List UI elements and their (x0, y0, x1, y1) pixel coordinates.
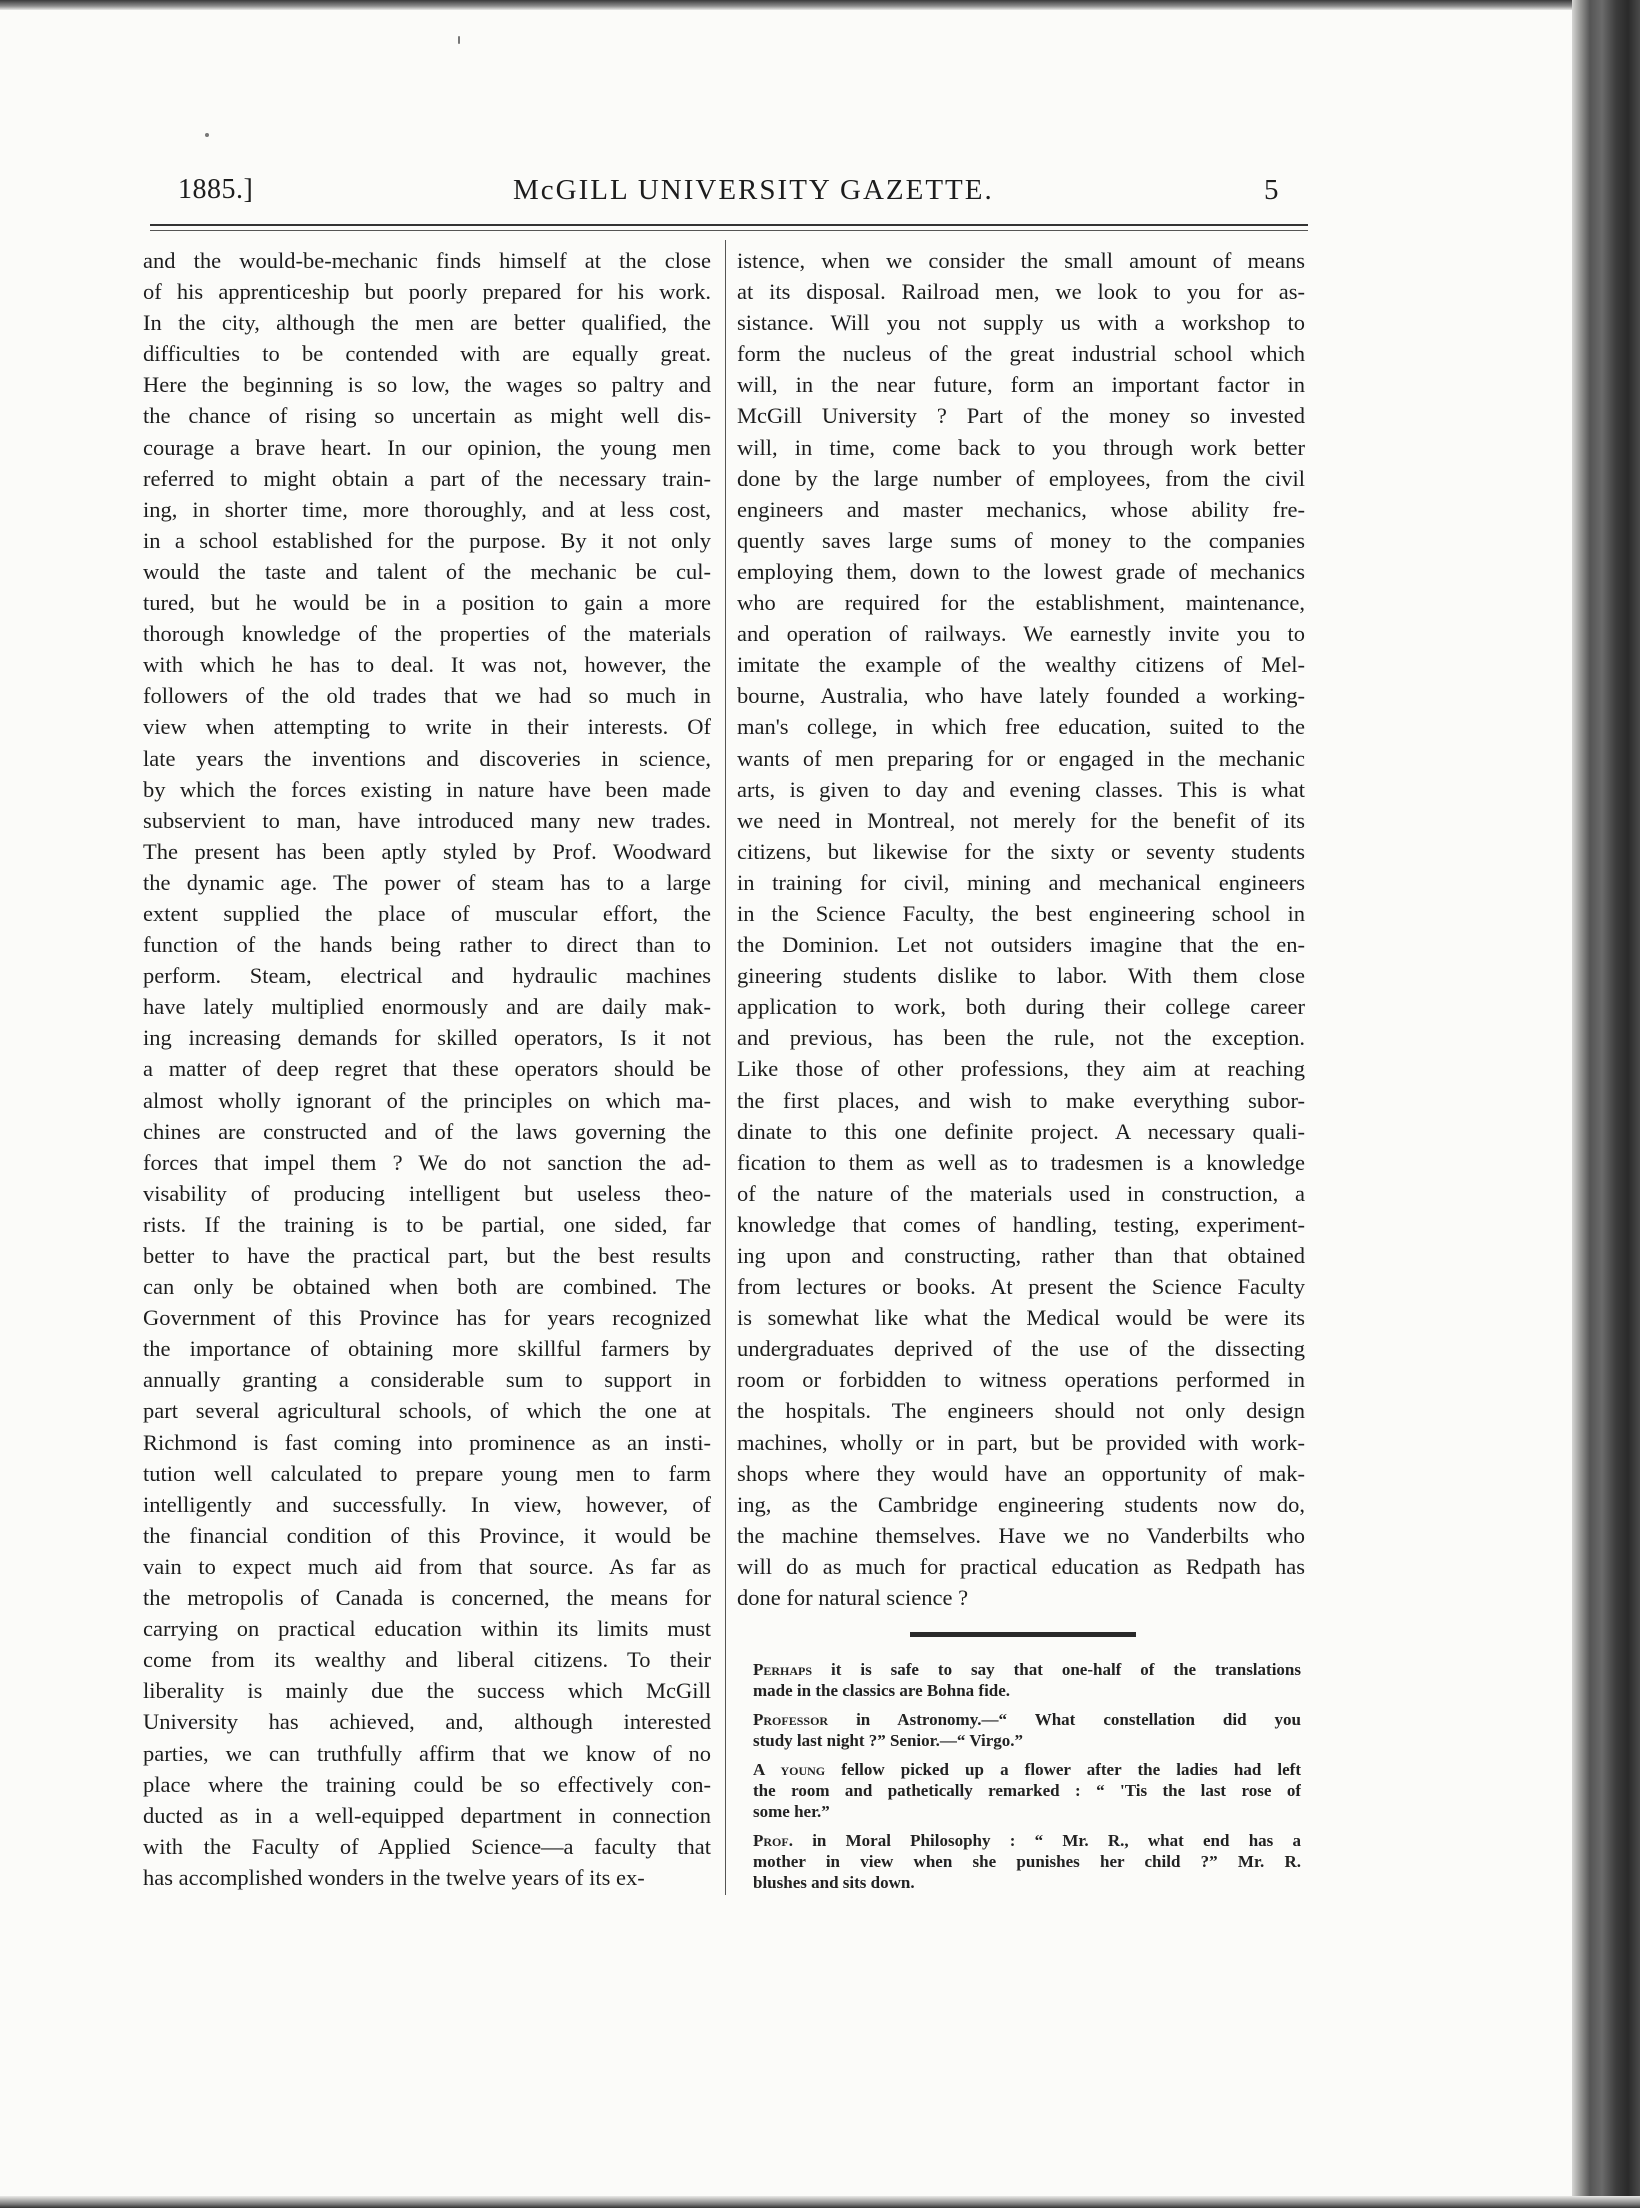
text-line: form the nucleus of the great industrial school which (737, 341, 1305, 367)
text-line: chines are constructed and of the laws governing the (143, 1118, 711, 1144)
text-line: Here the beginning is so low, the wages so paltry and (143, 372, 711, 398)
text-line: has accomplished wonders in the twelve years of its ex- (143, 1864, 645, 1890)
text-line: forces that impel them ? We do not sanction the ad- (143, 1149, 711, 1175)
note-text: the room and pathetically remarked : “ 'Tis the last rose of (753, 1781, 1301, 1800)
column-divider (725, 240, 726, 1895)
paper-speck (205, 133, 209, 137)
text-line: shops where they would have an opportunity of mak- (737, 1460, 1305, 1486)
text-line: the chance of rising so uncertain as might well dis- (143, 403, 711, 429)
text-line: vain to expect much aid from that source. As far as (143, 1553, 711, 1579)
text-line: better to have the practical part, but the best results (143, 1243, 711, 1268)
text-line: followers of the old trades that we had so much in (143, 683, 711, 709)
text-line: ing upon and constructing, rather than that obtained (737, 1243, 1305, 1268)
text-line: Like those of other professions, they aim at reaching (737, 1056, 1305, 1082)
note-text: blushes and sits down. (753, 1873, 915, 1892)
note-text: some her.” (753, 1802, 830, 1821)
text-line: will, in the near future, form an important factor in (737, 372, 1305, 398)
text-line: man's college, in which free education, suited to the (737, 714, 1305, 740)
text-line: who are required for the establishment, maintenance, (737, 590, 1305, 616)
note-line (753, 1872, 1301, 1893)
text-line: tured, but he would be in a position to gain a more (143, 590, 711, 616)
text-line: engineers and master mechanics, whose ability fre- (737, 496, 1305, 522)
text-line: arts, is given to day and evening classes. This is what (737, 776, 1305, 802)
article-column-right (737, 245, 1305, 1613)
text-line: machines, wholly or in part, but be provided with work- (737, 1429, 1305, 1455)
text-line: almost wholly ignorant of the principles on which ma- (143, 1087, 711, 1113)
text-line: view when attempting to write in their interests. Of (143, 714, 711, 740)
header-rule-thick (150, 224, 1308, 226)
note-text: study last night ?” Senior.—“ Virgo.” (753, 1731, 1023, 1750)
header-rule-thin (150, 230, 1308, 231)
header-year: 1885.] (178, 174, 254, 205)
page-bottom-edge (0, 2196, 1640, 2208)
text-line: room or forbidden to witness operations performed in (737, 1367, 1305, 1393)
text-line: citizens, but likewise for the sixty or seventy students (737, 838, 1305, 864)
note-paragraph (753, 1709, 1301, 1751)
text-line: would the taste and talent of the mechanic be cul- (143, 558, 711, 584)
text-line: function of the hands being rather to direct than to (143, 932, 711, 958)
text-line: at its disposal. Railroad men, we look to you for as- (737, 279, 1305, 305)
text-line: the importance of obtaining more skillful farmers by (143, 1336, 711, 1362)
text-line: and the would-be-mechanic finds himself at the close (143, 248, 711, 273)
text-line: in the Science Faculty, the best engineering school in (737, 900, 1305, 926)
section-separator-rule (910, 1632, 1136, 1637)
note-line (753, 1759, 1301, 1780)
text-line: sistance. Will you not supply us with a workshop to (737, 310, 1305, 336)
text-line: ing, in shorter time, more thoroughly, and at less cost, (143, 496, 711, 522)
text-line: the hospitals. The engineers should not only design (737, 1398, 1305, 1424)
text-line: wants of men preparing for or engaged in the mechanic (737, 745, 1305, 771)
text-line: the financial condition of this Province, it would be (143, 1522, 711, 1548)
text-line: the Dominion. Let not outsiders imagine that the en- (737, 932, 1305, 958)
text-line: extent supplied the place of muscular effort, the (143, 900, 711, 926)
text-line: in training for civil, mining and mechanical engineers (737, 869, 1305, 895)
paper-speck (458, 36, 460, 44)
note-lead-word: Professor (753, 1710, 829, 1729)
text-line: Richmond is fast coming into prominence as an insti- (143, 1429, 711, 1455)
text-line: Government of this Province has for years recognized (143, 1305, 711, 1331)
text-line: fication to them as well as to tradesmen is a knowledge (737, 1149, 1305, 1175)
text-line: ing increasing demands for skilled operators, Is it not (143, 1025, 711, 1051)
text-line: with the Faculty of Applied Science—a faculty that (143, 1833, 711, 1859)
text-line: by which the forces existing in nature have been made (143, 776, 711, 802)
text-line: the machine themselves. Have we no Vanderbilts who (737, 1522, 1305, 1548)
text-line: the dynamic age. The power of steam has to a large (143, 869, 711, 895)
page-binding-edge (1572, 0, 1640, 2208)
header-title: McGILL UNIVERSITY GAZETTE. (513, 174, 994, 206)
text-line: liberality is mainly due the success which McGill (143, 1678, 711, 1704)
text-line: visability of producing intelligent but useless theo- (143, 1180, 711, 1206)
text-line: the first places, and wish to make everything subor- (737, 1087, 1305, 1113)
text-line: a matter of deep regret that these operators should be (143, 1056, 711, 1082)
text-line: carrying on practical education within its limits must (143, 1616, 711, 1642)
text-line: is somewhat like what the Medical would be were its (737, 1305, 1305, 1331)
text-line: employing them, down to the lowest grade of mechanics (737, 558, 1305, 584)
text-line: we need in Montreal, not merely for the benefit of its (737, 807, 1305, 833)
text-line: in a school established for the purpose. By it not only (143, 527, 711, 553)
text-line: place where the training could be so effectively con- (143, 1771, 711, 1797)
text-line: late years the inventions and discoveries in science, (143, 745, 711, 771)
text-line: In the city, although the men are better qualified, the (143, 310, 711, 336)
text-line: tution well calculated to prepare young men to farm (143, 1460, 711, 1486)
note-paragraph (753, 1659, 1301, 1701)
page-header (178, 174, 1278, 218)
text-line: with which he has to deal. It was not, however, the (143, 652, 711, 678)
note-text: in Moral Philosophy : “ Mr. R., what end has a (792, 1831, 1301, 1850)
text-line: gineering students dislike to labor. With them close (737, 963, 1305, 989)
page-top-edge (0, 0, 1640, 10)
text-line: thorough knowledge of the properties of the materials (143, 621, 711, 647)
text-line: will do as much for practical education as Redpath has (737, 1553, 1305, 1579)
text-line: of the nature of the materials used in construction, a (737, 1180, 1305, 1206)
note-line (753, 1830, 1301, 1851)
text-line: annually granting a considerable sum to support in (143, 1367, 711, 1393)
text-line: University has achieved, and, although interested (143, 1709, 711, 1735)
note-line (753, 1801, 1301, 1822)
note-text: mother in view when she punishes her child ?” Mr. R. (753, 1852, 1301, 1871)
text-line: ing, as the Cambridge engineering students now do, (737, 1491, 1305, 1517)
text-line: rists. If the training is to be partial, one sided, far (143, 1211, 711, 1237)
text-line: will, in time, come back to you through work better (737, 434, 1305, 460)
article-column-left (143, 245, 711, 1893)
text-line: have lately multiplied enormously and are daily mak- (143, 994, 711, 1020)
note-text: fellow picked up a flower after the ladies had left (825, 1760, 1301, 1779)
text-line: dinate to this one definite project. A necessary quali- (737, 1118, 1305, 1144)
text-line: intelligently and successfully. In view, however, of (143, 1491, 711, 1517)
text-line: referred to might obtain a part of the necessary train- (143, 465, 711, 491)
text-line: ducted as in a well-equipped department in connection (143, 1802, 711, 1828)
note-lead-word: Perhaps (753, 1660, 813, 1679)
text-line: can only be obtained when both are combined. The (143, 1274, 711, 1300)
text-line: done for natural science ? (737, 1585, 969, 1611)
note-line (753, 1659, 1301, 1680)
text-line: from lectures or books. At present the Science Faculty (737, 1274, 1305, 1300)
note-text: in Astronomy.—“ What constellation did you (828, 1710, 1301, 1729)
note-lead-word: A young (753, 1760, 826, 1779)
text-line: application to work, both during their college career (737, 994, 1305, 1020)
text-line: bourne, Australia, who have lately founded a working- (737, 683, 1305, 709)
text-line: difficulties to be contended with are equally great. (143, 341, 711, 367)
page-number: 5 (1264, 174, 1279, 206)
note-line (753, 1709, 1301, 1730)
text-line: istence, when we consider the small amount of means (737, 248, 1305, 273)
text-line: undergraduates deprived of the use of the dissecting (737, 1336, 1305, 1362)
text-line: McGill University ? Part of the money so invested (737, 403, 1305, 429)
note-paragraph (753, 1759, 1301, 1822)
text-line: and previous, has been the rule, not the exception. (737, 1025, 1305, 1051)
text-line: parties, we can truthfully affirm that we know of no (143, 1740, 711, 1766)
text-line: come from its wealthy and liberal citizens. To their (143, 1647, 711, 1673)
text-line: knowledge that comes of handling, testing, experiment- (737, 1211, 1305, 1237)
note-line (753, 1780, 1301, 1801)
note-line (753, 1730, 1301, 1751)
text-line: quently saves large sums of money to the companies (737, 527, 1305, 553)
text-line: of his apprenticeship but poorly prepared for his work. (143, 279, 711, 305)
text-line: part several agricultural schools, of which the one at (143, 1398, 711, 1424)
text-line: and operation of railways. We earnestly invite you to (737, 621, 1305, 647)
text-line: subservient to man, have introduced many new trades. (143, 807, 711, 833)
text-line: The present has been aptly styled by Prof. Woodward (143, 838, 711, 864)
note-line (753, 1851, 1301, 1872)
note-lead-word: Prof. (753, 1831, 793, 1850)
text-line: imitate the example of the wealthy citizens of Mel- (737, 652, 1305, 678)
humor-notes (753, 1659, 1301, 1901)
note-line (753, 1680, 1301, 1701)
text-line: courage a brave heart. In our opinion, the young men (143, 434, 711, 460)
text-line: done by the large number of employees, from the civil (737, 465, 1305, 491)
note-text: it is safe to say that one-half of the translations (812, 1660, 1301, 1679)
note-paragraph (753, 1830, 1301, 1893)
text-line: perform. Steam, electrical and hydraulic machines (143, 963, 711, 989)
text-line: the metropolis of Canada is concerned, the means for (143, 1585, 711, 1611)
note-text: made in the classics are Bohna fide. (753, 1681, 1011, 1700)
